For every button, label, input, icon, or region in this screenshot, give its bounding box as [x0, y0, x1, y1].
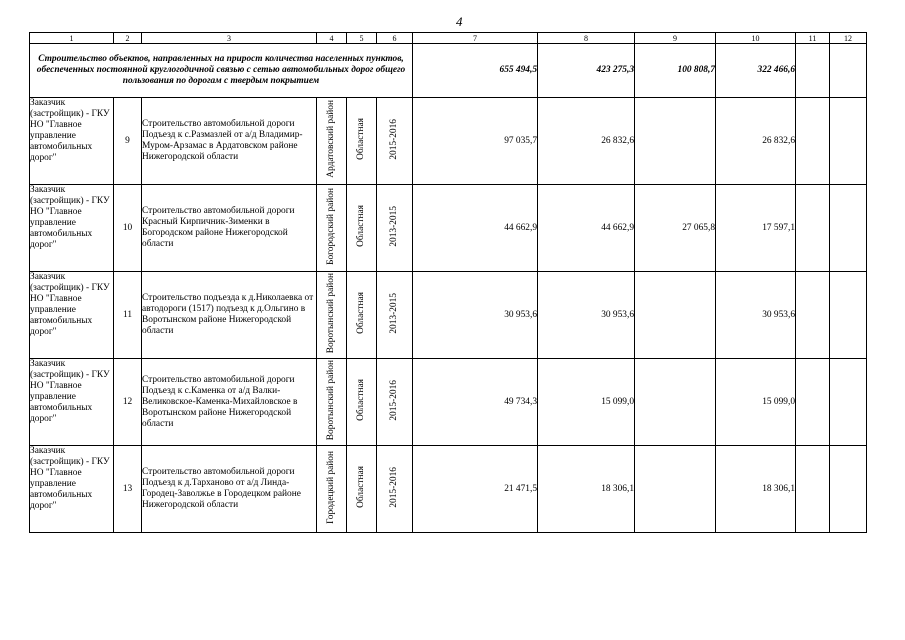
level-cell [347, 446, 377, 533]
column-number: 11 [796, 33, 830, 44]
period-cell [377, 185, 413, 272]
section-total-c8: 423 275,3 [538, 44, 635, 98]
value-c10-cell: 15 099,0 [716, 359, 796, 446]
customer-cell: Заказчик (застройщик) - ГКУ НО "Главное управление автомобильных дорог" [30, 359, 114, 446]
row-index-cell: 11 [114, 272, 142, 359]
value-c8-cell: 26 832,6 [538, 98, 635, 185]
level-cell [347, 98, 377, 185]
row-index-cell: 10 [114, 185, 142, 272]
section-total-c10: 322 466,6 [716, 44, 796, 98]
section-total-c9: 100 808,7 [635, 44, 716, 98]
empty-cell [796, 44, 830, 98]
customer-cell: Заказчик (застройщик) - ГКУ НО "Главное управление автомобильных дорог" [30, 98, 114, 185]
row-index-cell: 12 [114, 359, 142, 446]
value-c10-cell: 30 953,6 [716, 272, 796, 359]
period-cell [377, 446, 413, 533]
value-c7-cell: 49 734,3 [413, 359, 538, 446]
district-cell [317, 359, 347, 446]
value-c7-cell: 44 662,9 [413, 185, 538, 272]
value-c9-cell: 27 065,8 [635, 185, 716, 272]
value-c9-cell [635, 359, 716, 446]
section-title: Строительство объектов, направленных на прирост количества населенных пунктов, обеспеченных постоянной круглогодичной связью с сетью автомобильных дорог общего пользования по дорогам с твердым покрытием [30, 44, 413, 98]
empty-cell [796, 446, 830, 533]
district-text: Воротынский район [326, 359, 336, 441]
value-c7-cell: 30 953,6 [413, 272, 538, 359]
column-numbers-row [30, 33, 867, 44]
empty-cell [796, 272, 830, 359]
customer-cell: Заказчик (застройщик) - ГКУ НО "Главное управление автомобильных дорог" [30, 185, 114, 272]
column-number: 2 [114, 33, 142, 44]
column-number: 6 [377, 33, 413, 44]
value-c8-cell: 18 306,1 [538, 446, 635, 533]
empty-cell [830, 44, 867, 98]
period-text: 2013-2015 [389, 292, 399, 334]
value-c9-cell [635, 98, 716, 185]
district-cell [317, 98, 347, 185]
program-table [29, 32, 867, 533]
column-number: 7 [413, 33, 538, 44]
object-name-cell: Строительство автомобильной дороги Подъезд к с.Каменка от а/д Валки-Великовское-Каменка-Михайловское в Воротынском районе Нижегородской области [142, 359, 317, 446]
value-c7-cell: 97 035,7 [413, 98, 538, 185]
level-text: Областная [356, 118, 366, 160]
empty-cell [830, 446, 867, 533]
empty-cell [796, 185, 830, 272]
empty-cell [830, 98, 867, 185]
level-cell [347, 359, 377, 446]
object-name-cell: Строительство автомобильной дороги Красный Кирпичник-Зименки в Богородском районе Нижегородской области [142, 185, 317, 272]
section-row [30, 44, 867, 98]
column-number: 9 [635, 33, 716, 44]
value-c7-cell: 21 471,5 [413, 446, 538, 533]
column-number: 5 [347, 33, 377, 44]
column-number: 3 [142, 33, 317, 44]
district-text: Воротынский район [326, 272, 336, 354]
level-text: Областная [356, 379, 366, 421]
period-text: 2013-2015 [389, 205, 399, 247]
table-row [30, 98, 867, 185]
empty-cell [830, 359, 867, 446]
value-c10-cell: 18 306,1 [716, 446, 796, 533]
district-cell [317, 272, 347, 359]
period-text: 2015-2016 [389, 118, 399, 160]
period-text: 2015-2016 [389, 379, 399, 421]
object-name-cell: Строительство автомобильной дороги Подъезд к с.Размазлей от а/д Владимир-Муром-Арзамас в Ардатовском районе Нижегородской области [142, 98, 317, 185]
table-row [30, 446, 867, 533]
table-row [30, 272, 867, 359]
empty-cell [830, 272, 867, 359]
column-number: 4 [317, 33, 347, 44]
level-text: Областная [356, 205, 366, 247]
level-text: Областная [356, 466, 366, 508]
table-row [30, 185, 867, 272]
period-cell [377, 98, 413, 185]
period-cell [377, 272, 413, 359]
data-rows [30, 98, 867, 533]
district-text: Городецкий район [326, 450, 336, 524]
district-text: Богородский район [326, 187, 336, 265]
period-text: 2015-2016 [389, 466, 399, 508]
value-c8-cell: 15 099,0 [538, 359, 635, 446]
customer-cell: Заказчик (застройщик) - ГКУ НО "Главное управление автомобильных дорог" [30, 272, 114, 359]
value-c8-cell: 30 953,6 [538, 272, 635, 359]
page-number: 4 [456, 14, 463, 29]
value-c9-cell [635, 446, 716, 533]
district-text: Ардатовский район [326, 100, 336, 178]
value-c10-cell: 26 832,6 [716, 98, 796, 185]
object-name-cell: Строительство автомобильной дороги Подъезд к д.Тарханово от а/д Линда-Городец-Заволжье в Городецком районе Нижегородской области [142, 446, 317, 533]
value-c10-cell: 17 597,1 [716, 185, 796, 272]
empty-cell [796, 359, 830, 446]
column-number: 10 [716, 33, 796, 44]
customer-cell: Заказчик (застройщик) - ГКУ НО "Главное управление автомобильных дорог" [30, 446, 114, 533]
value-c9-cell [635, 272, 716, 359]
column-number: 12 [830, 33, 867, 44]
district-cell [317, 446, 347, 533]
period-cell [377, 359, 413, 446]
district-cell [317, 185, 347, 272]
level-text: Областная [356, 292, 366, 334]
value-c8-cell: 44 662,9 [538, 185, 635, 272]
object-name-cell: Строительство подъезда к д.Николаевка от автодороги (1517) подъезд к д.Ольгино в Воротынском районе Нижегородской области [142, 272, 317, 359]
row-index-cell: 9 [114, 98, 142, 185]
level-cell [347, 272, 377, 359]
empty-cell [796, 98, 830, 185]
empty-cell [830, 185, 867, 272]
section-total-c7: 655 494,5 [413, 44, 538, 98]
column-number: 8 [538, 33, 635, 44]
table-row [30, 359, 867, 446]
level-cell [347, 185, 377, 272]
row-index-cell: 13 [114, 446, 142, 533]
column-number: 1 [30, 33, 114, 44]
